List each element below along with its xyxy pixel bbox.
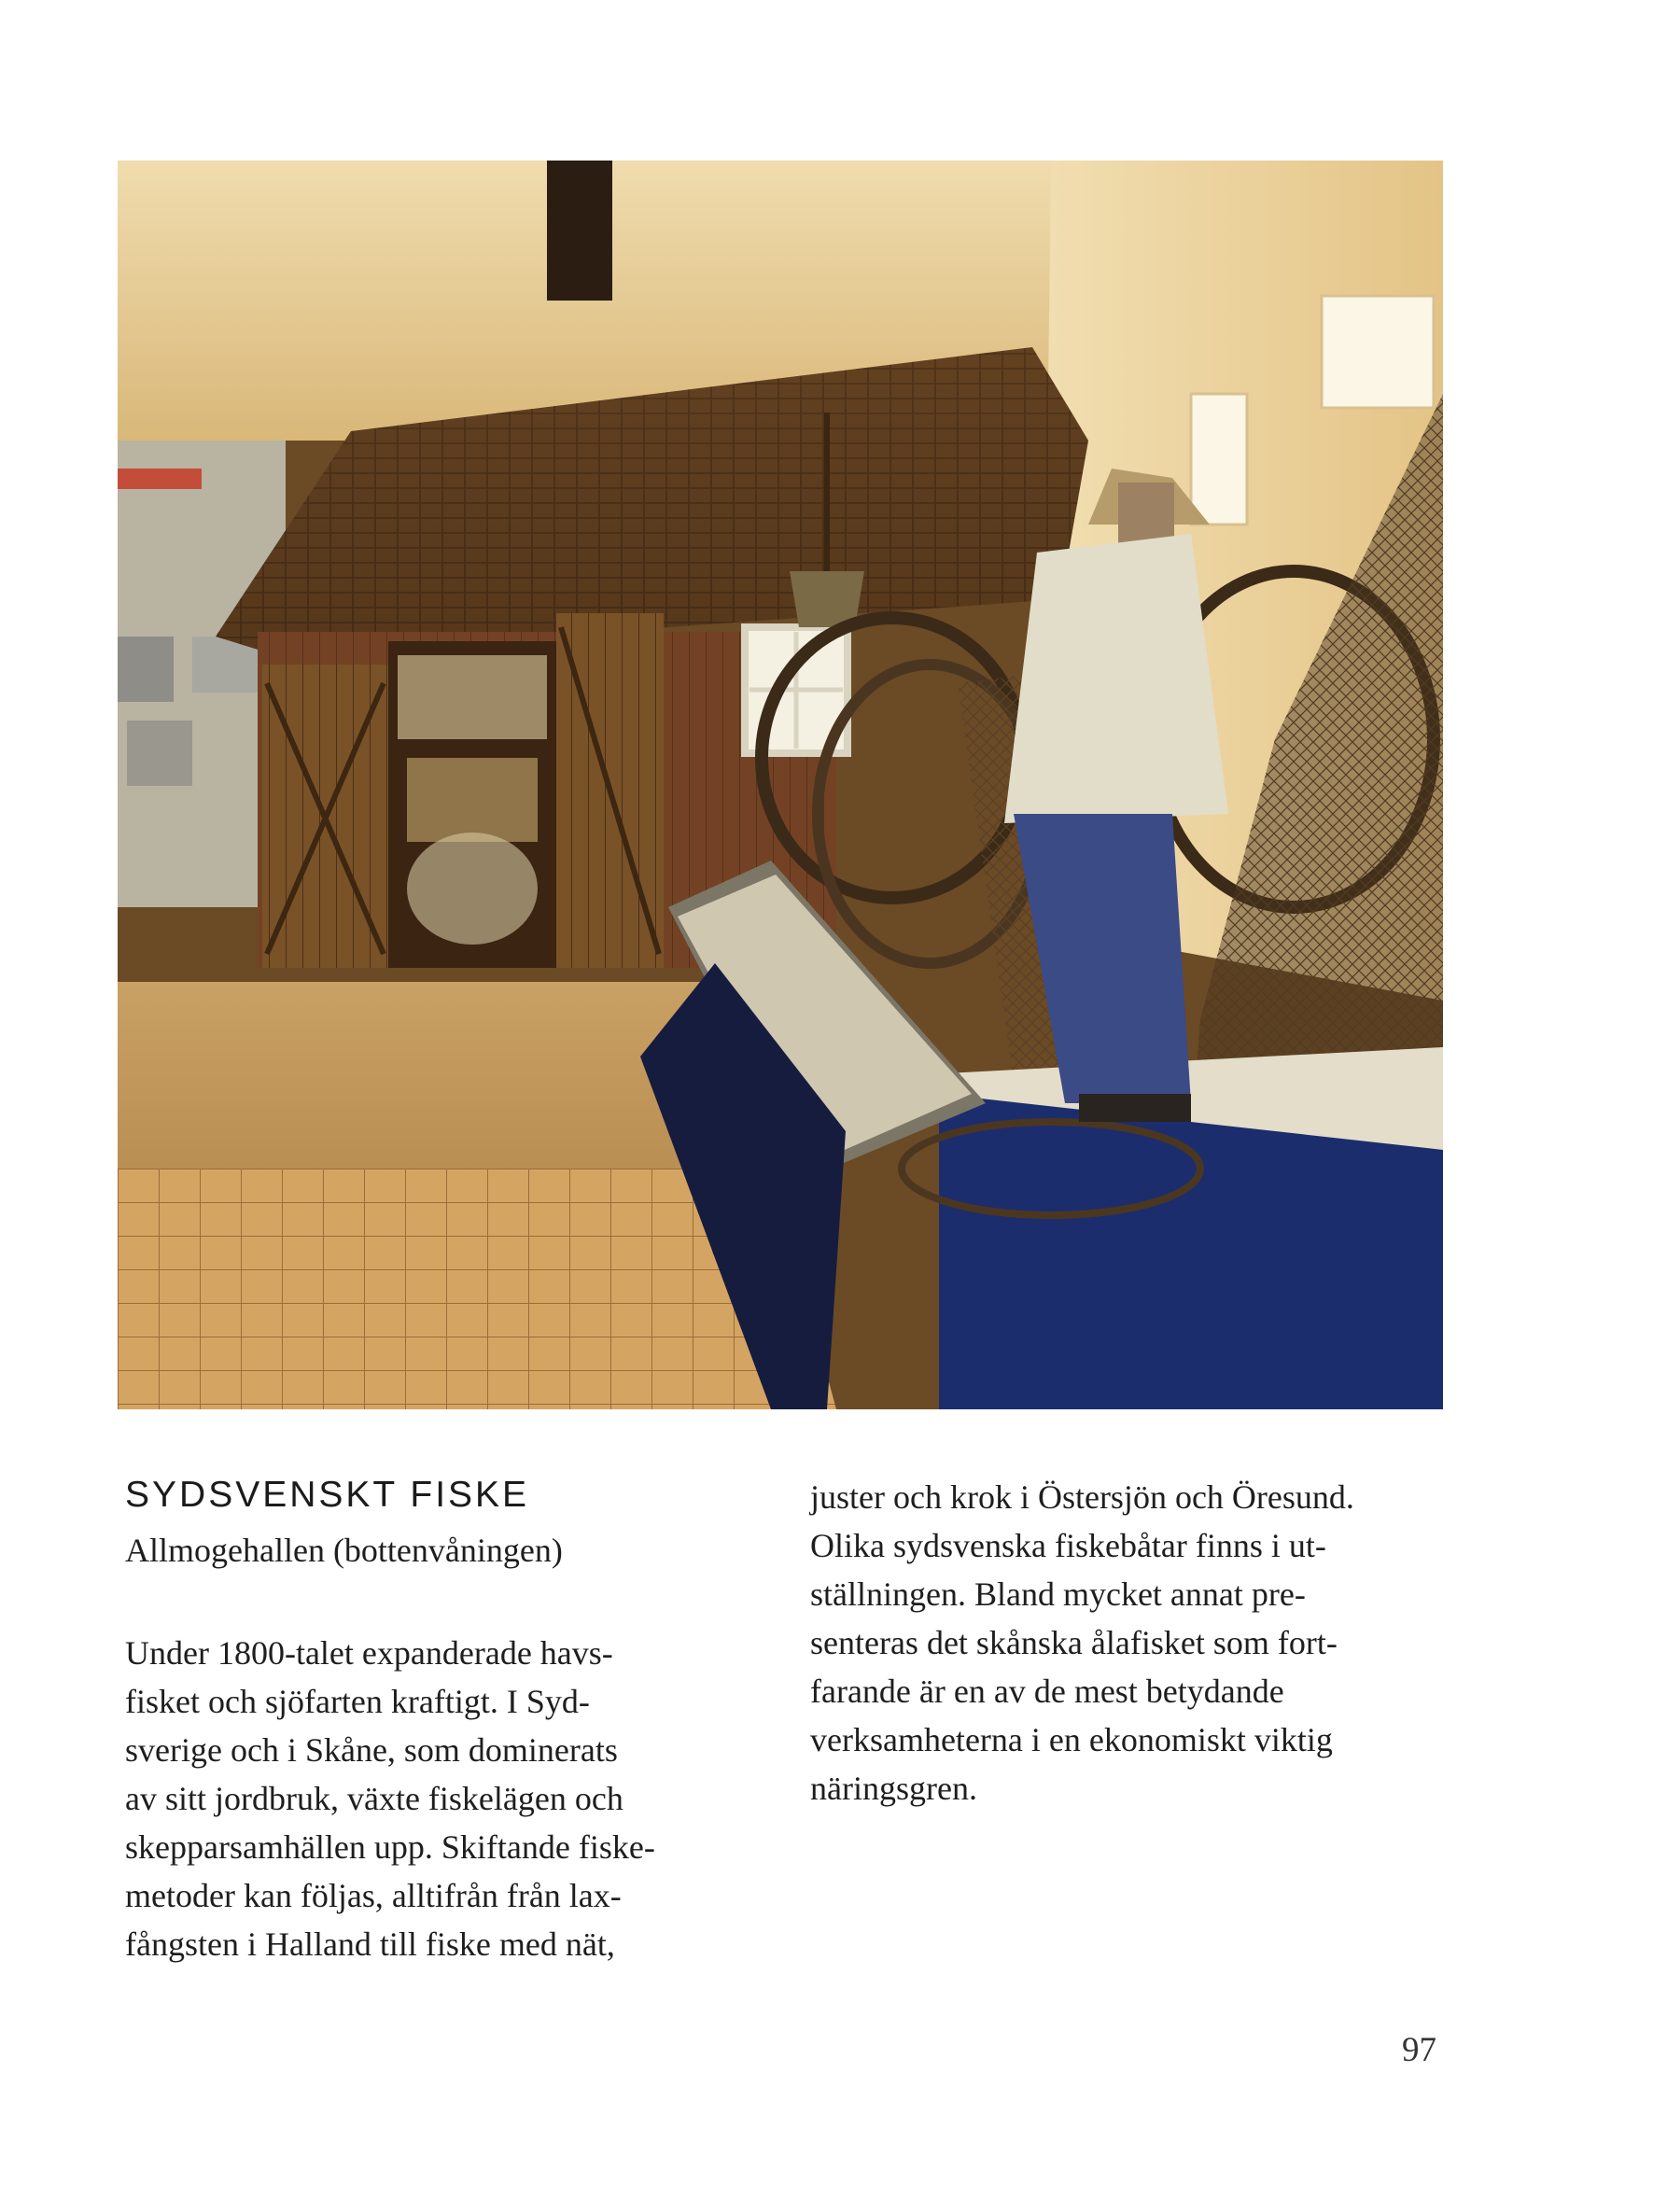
section-subheading: Allmogehallen (bottenvåningen)	[125, 1532, 563, 1569]
body-text-line: av sitt jordbruk, växte fiskelägen och	[125, 1780, 623, 1817]
body-text-line: Under 1800-talet expanderade havs-	[125, 1634, 613, 1672]
body-text-line: farande är en av de mest betydande	[810, 1673, 1284, 1710]
exhibit-photo	[118, 161, 1443, 1409]
body-text-line: fisket och sjöfarten kraftigt. I Syd-	[125, 1683, 590, 1720]
body-text-line: metoder kan följas, alltifrån från lax-	[125, 1877, 622, 1914]
section-heading: SYDSVENSKT FISKE	[125, 1475, 530, 1515]
fishing-exhibit-illustration	[118, 161, 1443, 1409]
body-text-line: skepparsamhällen upp. Skiftande fiske-	[125, 1828, 655, 1866]
body-text-left-column	[125, 1629, 655, 1968]
body-text-line: juster och krok i Östersjön och Öresund.	[810, 1478, 1354, 1516]
body-text-right-column	[810, 1473, 1354, 1813]
body-text-line: verksamheterna i en ekonomiskt viktig	[810, 1721, 1333, 1758]
body-text-line: Olika sydsvenska fiskebåtar finns i ut-	[810, 1527, 1326, 1564]
body-text-line: ställningen. Bland mycket annat pre-	[810, 1575, 1306, 1613]
body-text-line: senteras det skånska ålafisket som fort-	[810, 1624, 1338, 1661]
page-number: 97	[1402, 2031, 1436, 2069]
body-text-line: sverige och i Skåne, som dominerats	[125, 1731, 618, 1769]
body-text-line: fångsten i Halland till fiske med nät,	[125, 1925, 615, 1963]
body-text-line: näringsgren.	[810, 1770, 977, 1807]
